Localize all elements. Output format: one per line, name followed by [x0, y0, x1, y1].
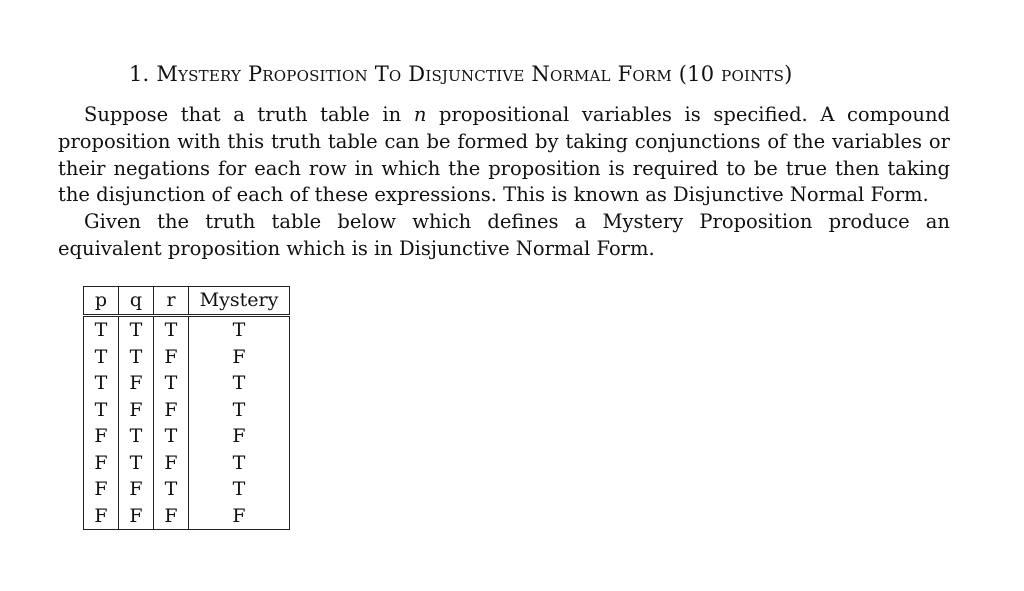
header-mystery: Mystery [189, 287, 290, 316]
cell-q: F [119, 397, 154, 424]
header-r: r [154, 287, 189, 316]
cell-r: T [154, 316, 189, 344]
table-row [84, 316, 290, 344]
truth-table [83, 286, 290, 530]
paragraph-2: Given the truth table below which defines a Mystery Proposition produce an equivalent proposition which is in Disjunctive Normal Form. [58, 210, 950, 260]
paragraph-1-rest: propositional variables is specified. A compound proposition with this truth table can be formed by taking conjunctions of the variables or their negations for each row in which the proposition is required to be true then taking the disjunction of each of these expressions. This is known as Disjunctive Normal Form. [58, 103, 950, 207]
section-number: 1. [129, 62, 150, 86]
cell-p: F [94, 425, 108, 447]
cell-p: T [94, 319, 108, 341]
cell-r: F [154, 503, 189, 530]
cell-q: T [119, 423, 154, 450]
cell-q: F [119, 503, 154, 530]
section-title-text: Mystery Proposition To Disjunctive Normal Form (10 points) [156, 62, 793, 86]
header-p: p [94, 289, 108, 312]
cell-mystery: T [189, 316, 290, 344]
cell-p: F [94, 504, 108, 527]
cell-r: T [154, 370, 189, 397]
cell-r: F [154, 397, 189, 424]
table-row [84, 503, 290, 530]
cell-r: F [154, 344, 189, 371]
cell-mystery: F [189, 503, 290, 530]
cell-p: F [94, 478, 108, 500]
cell-mystery: T [189, 476, 290, 503]
math-variable-n: n [413, 103, 427, 126]
section-heading [129, 62, 792, 86]
truth-table-header-row [84, 287, 290, 316]
table-row [84, 344, 290, 371]
body-text [58, 102, 950, 263]
header-q: q [119, 287, 154, 316]
cell-r: F [154, 450, 189, 477]
paragraph-1-start: Suppose that a truth table in [84, 103, 414, 126]
table-row [84, 370, 290, 397]
cell-p: T [94, 345, 108, 368]
cell-q: F [119, 476, 154, 503]
cell-r: T [154, 423, 189, 450]
cell-mystery: F [189, 344, 290, 371]
cell-q: T [119, 450, 154, 477]
cell-q: T [119, 316, 154, 344]
table-row [84, 423, 290, 450]
cell-mystery: T [189, 450, 290, 477]
cell-mystery: T [189, 370, 290, 397]
cell-p: T [94, 398, 108, 421]
cell-p: T [94, 372, 108, 394]
cell-q: F [119, 370, 154, 397]
cell-r: T [154, 476, 189, 503]
cell-mystery: T [189, 397, 290, 424]
paragraph-1 [58, 102, 950, 209]
table-row [84, 397, 290, 424]
cell-mystery: F [189, 423, 290, 450]
cell-p: F [94, 451, 108, 474]
table-row [84, 476, 290, 503]
cell-q: T [119, 344, 154, 371]
table-row [84, 450, 290, 477]
